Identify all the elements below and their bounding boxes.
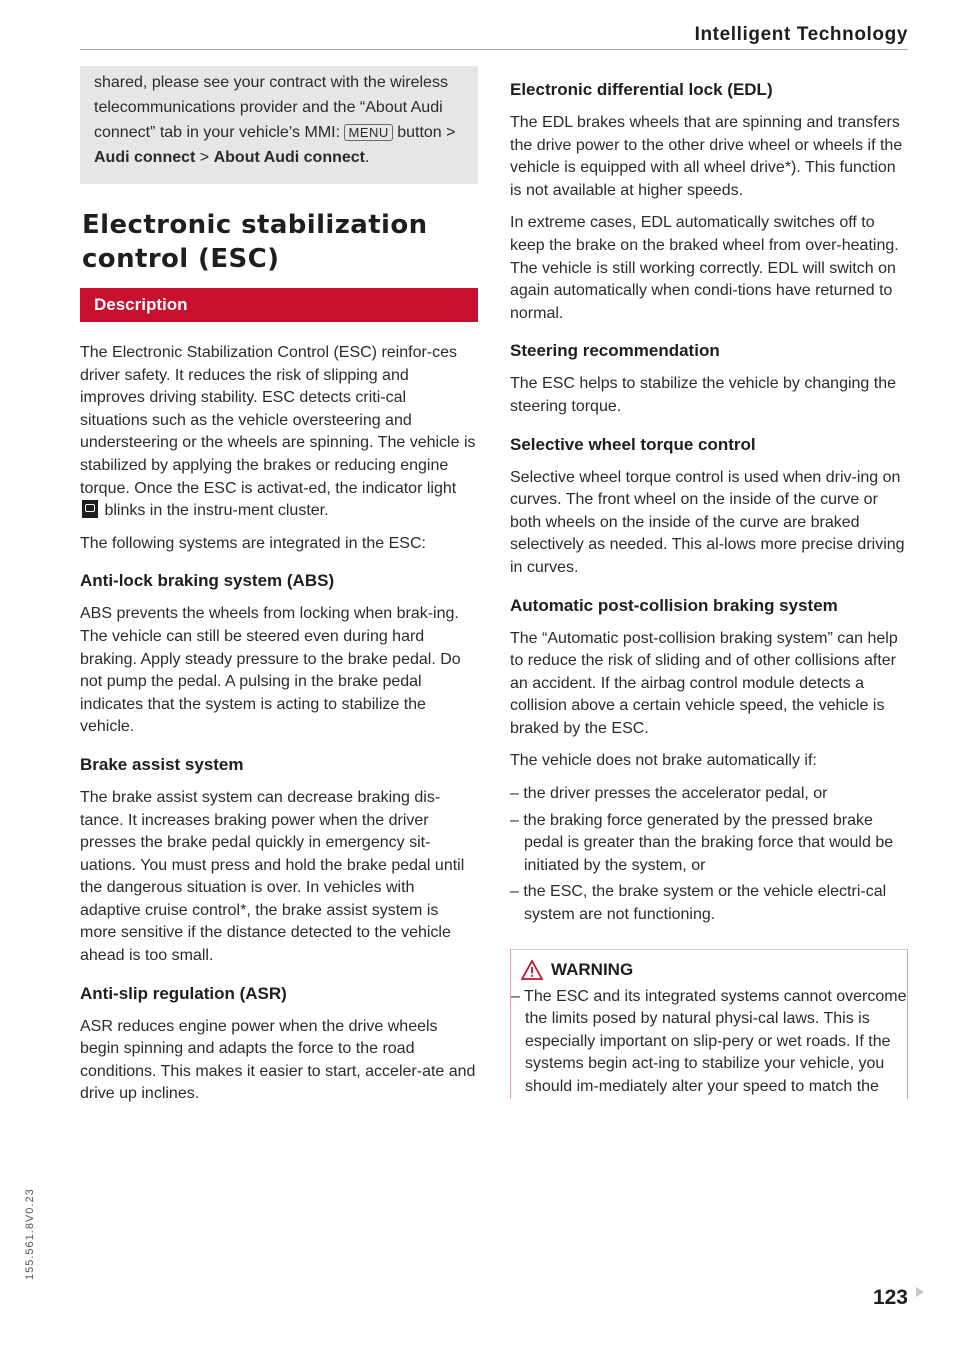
torque-paragraph: Selective wheel torque control is used when driv-ing on curves. The front wheel on the inside of the curve or both wheels on the inside of the curve are braked selectively as needed. This al-lows more precise driving in curves. [510, 468, 905, 576]
warning-triangle-icon [521, 960, 543, 980]
list-item: – the braking force generated by the pressed brake pedal is greater than the braking force that would be initiated by the system, or [510, 811, 894, 874]
note-text: shared, please see your contract with the wireless telecommunications provider and the “About Audi connect” tab in your vehicle’s MMI: [94, 74, 448, 141]
warning-list [511, 986, 907, 1099]
abs-paragraph: ABS prevents the wheels from locking when brak-ing. The vehicle can still be steered even during hard braking. Apply steady pressure to the brake pedal. Do not pump the pedal. A pulsing in the brake pedal indicates that the system is acting to stabilize the vehicle. [80, 605, 461, 736]
asr-paragraph: ASR reduces engine power when the drive wheels begin spinning and adapts the force to the road conditions. This makes it easier to start, acceler-ate and drive up inclines. [80, 1017, 476, 1103]
page-number: 123 [872, 1286, 908, 1309]
warning-box [510, 949, 908, 1099]
steering-heading: Steering recommendation [510, 341, 720, 361]
menu-key: MENU [344, 124, 392, 141]
description-bar: Description [80, 288, 478, 322]
edl-paragraph-1: The EDL brakes wheels that are spinning and transfers the drive power to the other drive wheel or wheels if the vehicle is equipped with all wheel drive*). This function is not available at higher speeds. [510, 114, 903, 199]
header-divider [80, 49, 908, 50]
asr-heading: Anti-slip regulation (ASR) [80, 983, 287, 1003]
warning-header [511, 950, 907, 986]
running-header: Intelligent Technology [694, 24, 908, 45]
brake-assist-heading: Brake assist system [80, 754, 244, 774]
document-code: 155.561.8V0.23 [24, 1188, 36, 1280]
edl-heading: Electronic differential lock (EDL) [510, 80, 773, 99]
note-period: . [364, 149, 370, 166]
integrated-paragraph: The following systems are integrated in the ESC: [80, 534, 426, 552]
note-path-about: About Audi connect [213, 149, 365, 166]
conditions-list [510, 783, 908, 927]
post-collision-paragraph: The “Automatic post-collision braking system” can help to reduce the risk of sliding and of other collisions after an accident. If the airbag control module detects a collision above a certain vehicle speed, the vehicle is braked by the ESC. [510, 629, 898, 737]
esc-indicator-icon [82, 500, 98, 518]
intro-text-1: The Electronic Stabilization Control (ESC) reinfor-ces driver safety. It reduces the risk of slipping and improves driving stability. ESC detects criti-cal situations such as the vehicle oversteering and understeering or the wheels are spinning. The vehicle is stabilized by applying the brakes or reducing engine torque. Once the ESC is activat-ed, the indicator light [80, 344, 476, 497]
edl-paragraph-2: In extreme cases, EDL automatically switches off to keep the brake on the braked wheel from over-heating. The vehicle is still working correctly. EDL will switch on again automatically when condi-tions have returned to normal. [510, 214, 899, 322]
note-path-audi-connect: Audi connect [94, 149, 196, 166]
right-column [510, 80, 908, 1109]
brake-assist-paragraph: The brake assist system can decrease braking dis-tance. It increases braking power when the driver presses the brake pedal quickly in emergency sit-uations. You must press and hold the brake pedal until the dangerous situation is over. In vehicles with adaptive cruise control*, the brake assist system is more sensitive if the distance detected to the vehicle ahead is too small. [80, 788, 465, 965]
note-button-text: button > [397, 124, 456, 141]
warning-label: WARNING [551, 959, 634, 979]
intro-paragraph [80, 342, 478, 523]
section-title: Electronic stabilization control (ESC) [82, 210, 428, 274]
warning-item: – The ESC and its integrated systems cannot overcome the limits posed by natural physi-cal laws. This is especially important on slip-pery or wet roads. If the systems begin act-ing to stabilize your vehicle, you should im-mediately alter your speed to match the [511, 987, 907, 1095]
steering-paragraph: The ESC helps to stabilize the vehicle by changing the steering torque. [510, 375, 897, 415]
list-item: – the ESC, the brake system or the vehicle electri-cal system are not functioning. [510, 883, 887, 924]
note-separator: > [199, 149, 210, 166]
left-column [80, 72, 478, 1116]
continue-arrow-icon [916, 1287, 924, 1297]
note-box [80, 66, 478, 184]
post-collision-heading: Automatic post-collision braking system [510, 595, 838, 615]
intro-text-2: blinks in the instru-ment cluster. [104, 502, 329, 520]
abs-heading: Anti-lock braking system (ABS) [80, 571, 335, 591]
not-brake-paragraph: The vehicle does not brake automatically if: [510, 752, 817, 770]
list-item: – the driver presses the accelerator pedal, or [510, 785, 828, 803]
torque-heading: Selective wheel torque control [510, 434, 756, 454]
